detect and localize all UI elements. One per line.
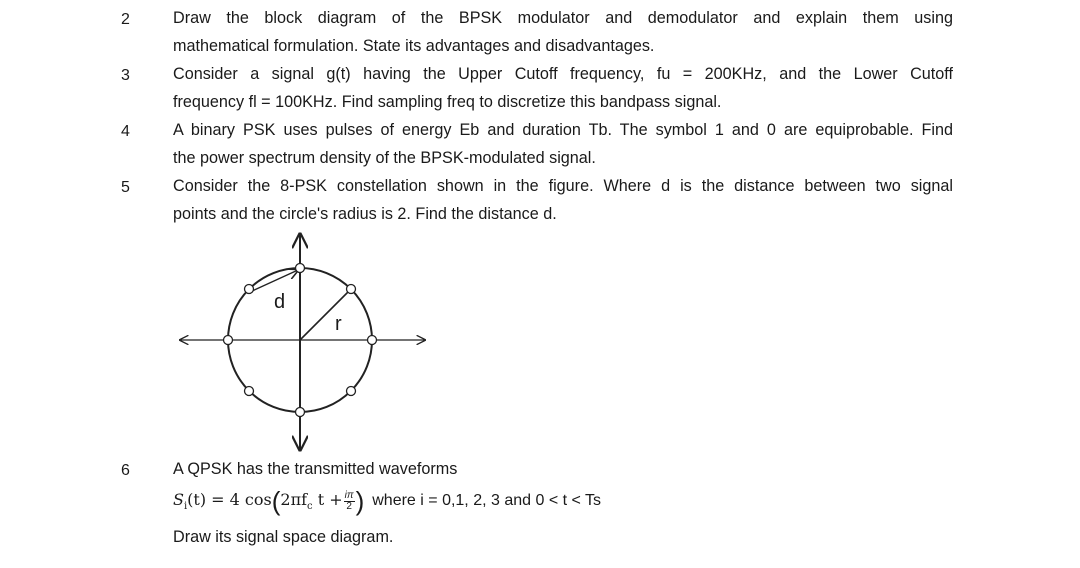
equation-lhs: $S_i(t) = 4$ cos <box>173 489 272 513</box>
radius-line <box>300 289 351 340</box>
question-3-line-1: Consider a signal g(t) having the Upper Cutoff frequency, fu = 200KHz, and the Lower Cutoff <box>173 65 953 83</box>
right-paren: ) <box>355 486 365 516</box>
question-5-text <box>173 172 953 228</box>
question-4-line-2: the power spectrum density of the BPSK-modulated signal. <box>173 149 596 167</box>
left-paren: ( <box>271 486 281 516</box>
label-r: r <box>335 313 342 335</box>
question-number-5: 5 <box>121 179 130 196</box>
constellation-point <box>224 336 233 345</box>
question-3-text <box>173 60 953 116</box>
question-2-line-1: Draw the block diagram of the BPSK modulator and demodulator and explain them using <box>173 9 953 27</box>
constellation-point <box>347 387 356 396</box>
8psk-constellation-svg <box>170 228 435 453</box>
question-2-text <box>173 4 953 60</box>
equation-condition: where i = 0,1, 2, 3 and 0 < t < Ts <box>372 492 601 509</box>
equation-fraction: $\frac{i\pi}{2}$ <box>344 489 354 512</box>
label-d: d <box>274 291 286 313</box>
question-6-line-1 <box>173 455 953 483</box>
constellation-point <box>245 387 254 396</box>
equation-inner: $2\pi f_c$ t + <box>280 489 343 513</box>
constellation-point <box>347 285 356 294</box>
question-6-instruction: Draw its signal space diagram. <box>173 528 394 546</box>
question-5-line-1: Consider the 8-PSK constellation shown in the figure. Where d is the distance between two signal <box>173 177 953 195</box>
question-2-line-2: mathematical formulation. State its advantages and disadvantages. <box>173 37 655 55</box>
question-number-4: 4 <box>121 123 130 140</box>
constellation-point <box>296 264 305 273</box>
question-6-line-3 <box>173 523 953 551</box>
8psk-constellation-figure <box>170 228 435 453</box>
constellation-point <box>296 408 305 417</box>
question-4-text <box>173 116 953 172</box>
constellation-point <box>368 336 377 345</box>
question-5-line-2: points and the circle's radius is 2. Find the distance d. <box>173 205 557 223</box>
question-6-intro: A QPSK has the transmitted waveforms <box>173 460 458 478</box>
question-4-line-1: A binary PSK uses pulses of energy Eb and duration Tb. The symbol 1 and 0 are equiprobable. Find <box>173 121 953 139</box>
constellation-point <box>245 285 254 294</box>
question-3-line-2: frequency fl = 100KHz. Find sampling freq to discretize this bandpass signal. <box>173 93 722 111</box>
question-number-3: 3 <box>121 67 130 84</box>
qpsk-waveform-equation <box>173 483 601 519</box>
question-number-2: 2 <box>121 11 130 28</box>
question-number-6: 6 <box>121 462 130 479</box>
